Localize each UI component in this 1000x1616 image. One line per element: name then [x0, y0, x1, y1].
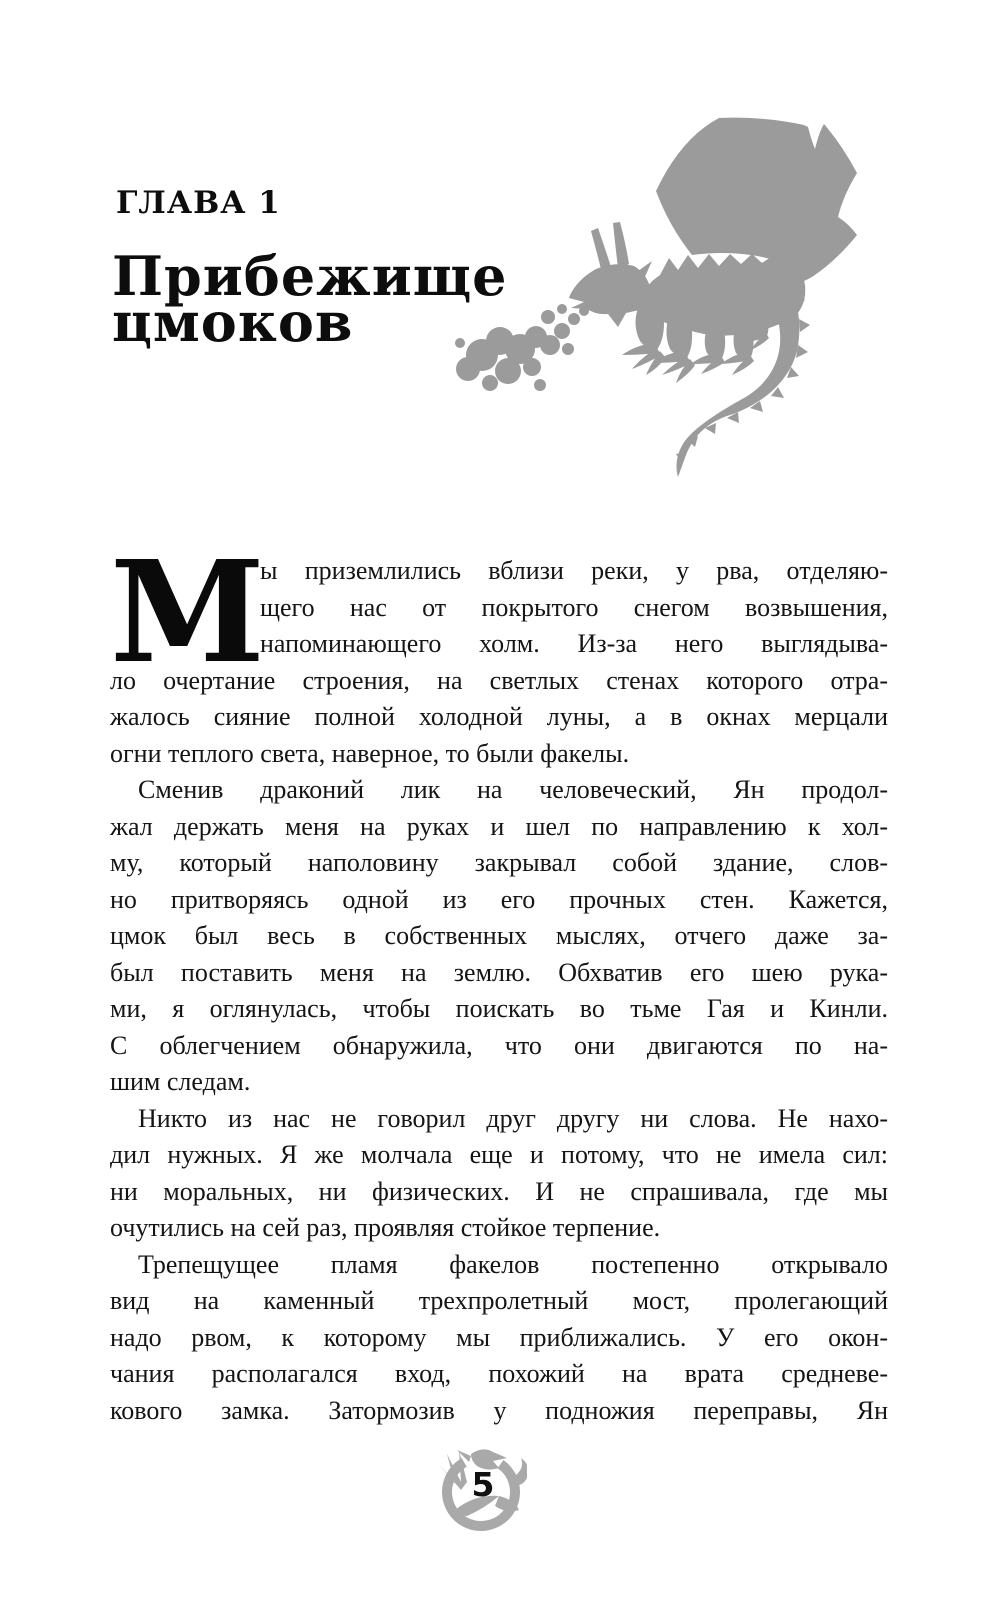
text-line: ми, я оглянулась, чтобы поискать во тьме Гая и Кинли.	[110, 994, 888, 1023]
text-line: очутились на сей раз, проявляя стойкое терпение.	[110, 1213, 661, 1242]
text-line: Трепещущее пламя факелов постепенно открывало	[138, 1249, 888, 1279]
body-text	[110, 531, 888, 1429]
text-line: му, который наполовину закрывал собой здание, слов-	[110, 848, 888, 877]
paragraph	[110, 772, 888, 1101]
text-line: но притворяясь одной из его прочных стен. Кажется,	[110, 884, 888, 914]
page-footer	[435, 1446, 527, 1534]
text-line: был поставить меня на землю. Обхватив его шею рука-	[110, 957, 888, 987]
text-line: дил нужных. Я же молчала еще и потому, что не имела сил:	[110, 1140, 888, 1169]
text-line: кового замка. Затормозив у подножия переправы, Ян	[110, 1395, 888, 1425]
text-line: жал держать меня на руках и шел по направлению к хол-	[110, 811, 888, 841]
text-line: огни теплого света, наверное, то были факелы.	[110, 738, 630, 768]
text-line: С облегчением обнаружила, что они двигаются по на-	[110, 1030, 888, 1060]
chapter-label: ГЛАВА 1	[116, 185, 281, 221]
chapter-title-line2: цмоков	[112, 290, 354, 354]
text-line: Никто из нас не говорил друг другу ни слова. Не нахо-	[138, 1103, 888, 1133]
chapter-title	[112, 244, 508, 354]
text-line: Сменив драконий лик на человеческий, Ян продол-	[138, 775, 888, 804]
text-line: напоминающего холм. Из-за него выглядыва-	[260, 629, 888, 658]
text-line: жалось сияние полной холодной луны, а в окнах мерцали	[110, 702, 888, 731]
drop-cap: М	[110, 531, 265, 695]
text-line: вид на каменный трехпролетный мост, пролегающий	[110, 1286, 888, 1315]
paragraph	[110, 1101, 888, 1247]
text-line: чания располагался вход, похожий на врата средневе-	[110, 1359, 888, 1388]
paragraph	[110, 531, 888, 772]
text-line: щего нас от покрытого снегом возвышения,	[260, 592, 888, 622]
text-line: ни моральных, ни физических. И не спрашивала, где мы	[110, 1176, 888, 1206]
text-line: цмок был весь в собственных мыслях, отчего даже за-	[110, 921, 888, 950]
paragraph	[110, 1247, 888, 1430]
text-line: ы приземлились вблизи реки, у рва, отделяю-	[260, 556, 888, 585]
text-line: надо рвом, к которому мы приближались. У его окон-	[110, 1322, 888, 1352]
chapter-title-line1: Прибежище	[112, 244, 508, 308]
text-line: шим следам.	[110, 1067, 251, 1096]
text-line: ло очертание строения, на светлых стенах которого отра-	[110, 665, 888, 695]
page-number: 5	[471, 1465, 495, 1504]
dragon-illustration-icon	[450, 103, 940, 493]
